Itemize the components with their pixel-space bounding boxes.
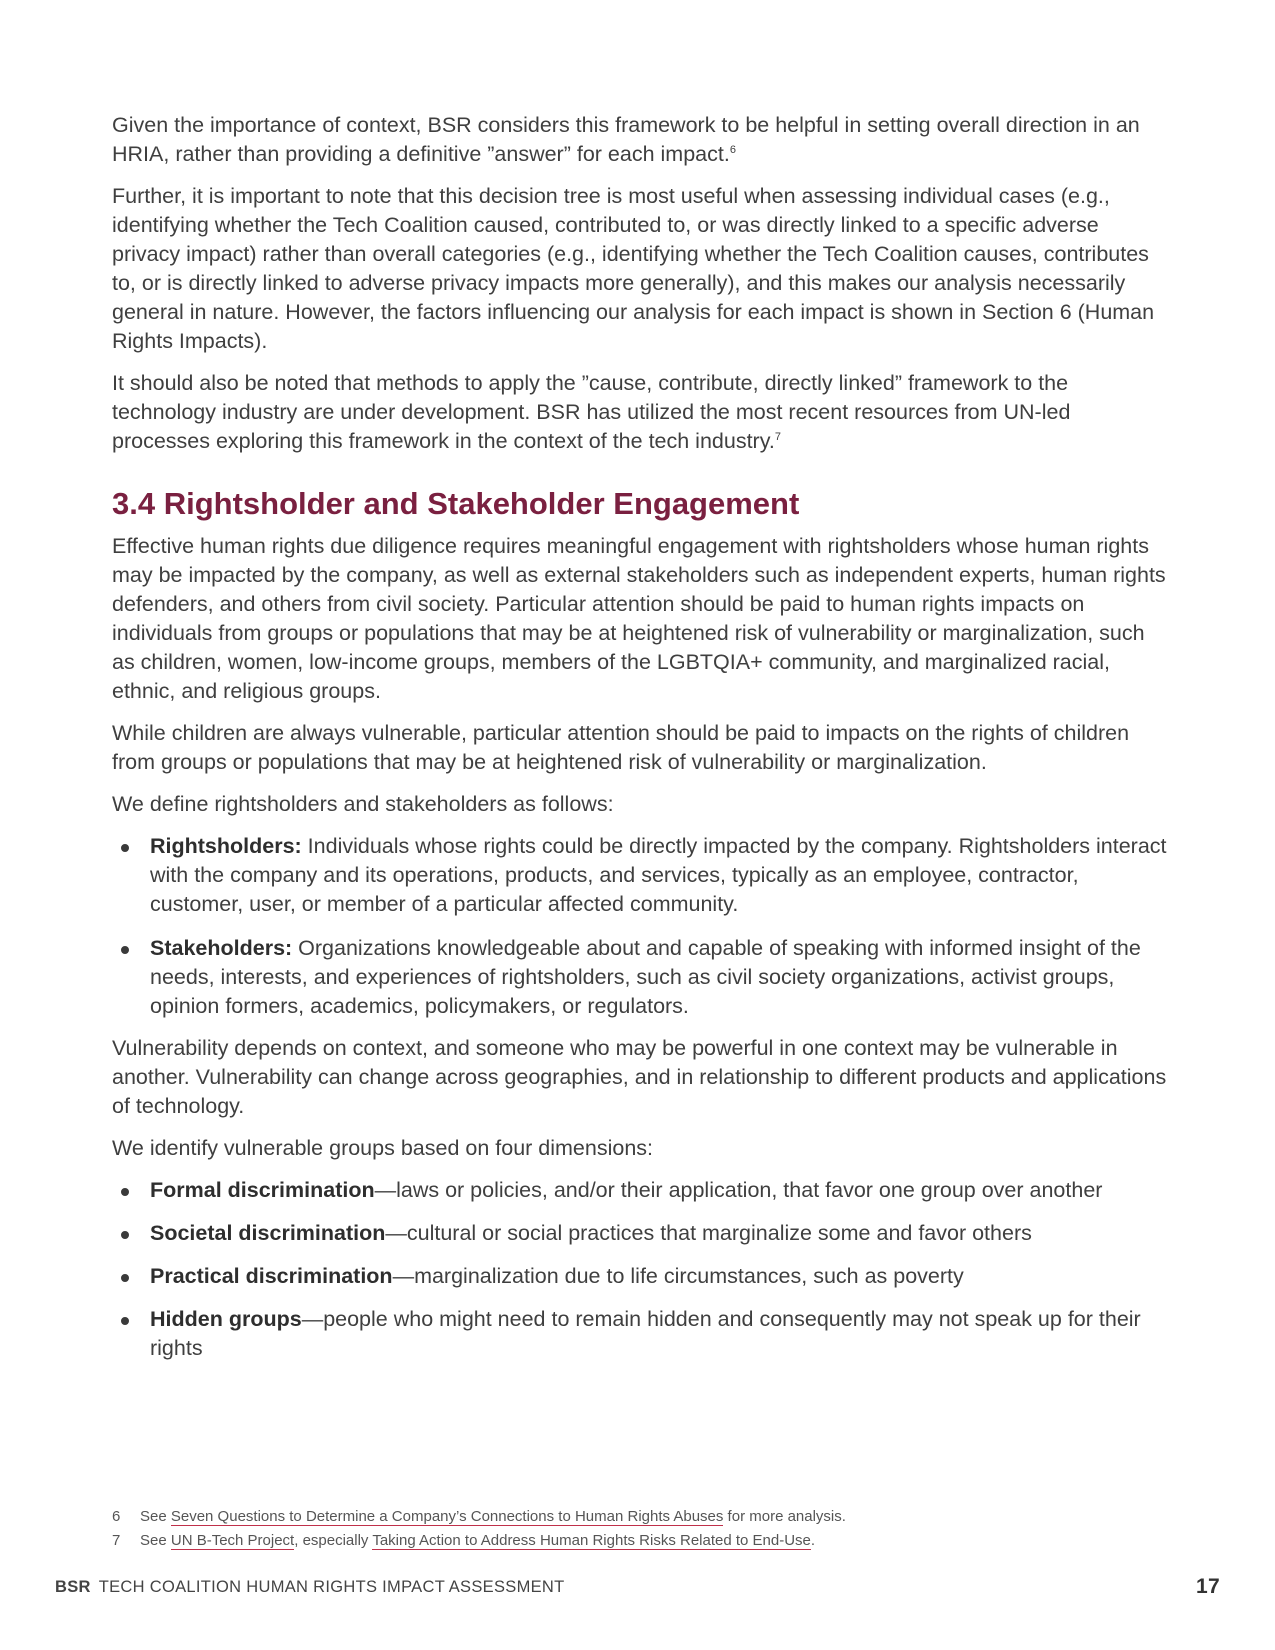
dimension-text: —laws or policies, and/or their application, that favor one group over another bbox=[374, 1178, 1103, 1202]
footnote-text: . bbox=[810, 1532, 816, 1549]
dimension-text: —cultural or social practices that marginalize some and favor others bbox=[385, 1221, 1032, 1245]
paragraph: Effective human rights due diligence requires meaningful engagement with rightsholders whose human rights may be impacted by the company, as well as external stakeholders such as independent experts, human rights defenders, and others from civil society. Particular attention should be paid to human rights impacts on individuals from groups or populations that may be at heightened risk of vulnerability or marginalization, such as children, women, low-income groups, members of the LGBTQIA+ community, and marginalized racial, ethnic, and religious groups. bbox=[112, 534, 1166, 703]
term: Rightsholders: bbox=[150, 834, 302, 858]
footnote-link[interactable]: Taking Action to Address Human Rights Risks Related to End-Use bbox=[372, 1532, 811, 1549]
list-item bbox=[112, 1262, 1172, 1291]
document-title: TECH COALITION HUMAN RIGHTS IMPACT ASSESSMENT bbox=[98, 1578, 565, 1596]
footnote-number: 6 bbox=[112, 1508, 121, 1525]
paragraph-text: Further, it is important to note that this decision tree is most useful when assessing individual cases (e.g., identifying whether the Tech Coalition caused, contributed to, or was directly linked to a specific adverse privacy impact) rather than overall categories (e.g., identifying whether the Tech Coalition causes, contributes to, or is directly linked to adverse privacy impacts more generally), and this makes our analysis necessarily general in nature. However, the factors influencing our analysis for each impact is shown in Section 6 (Human Rights Impacts). bbox=[112, 184, 1155, 353]
bullet-icon bbox=[121, 1274, 129, 1282]
bullet-icon bbox=[121, 1231, 129, 1239]
footnote-ref[interactable]: 7 bbox=[774, 430, 781, 443]
bullet-icon bbox=[121, 946, 129, 954]
term: Practical discrimination bbox=[150, 1264, 393, 1288]
paragraph bbox=[112, 369, 1172, 456]
paragraph: Vulnerability depends on context, and someone who may be powerful in one context may be vulnerable in another. Vulnerability can change across geographies, and in relationship to different products and applications of technology. bbox=[112, 1036, 1167, 1118]
dimensions-list bbox=[112, 1176, 1172, 1363]
list-item bbox=[112, 832, 1172, 919]
list-item bbox=[112, 1305, 1172, 1363]
list-item bbox=[112, 1219, 1172, 1248]
page-footer bbox=[55, 1575, 1220, 1602]
footnote-text: for more analysis. bbox=[723, 1508, 846, 1525]
footnote-link[interactable]: Seven Questions to Determine a Company’s Connections to Human Rights Abuses bbox=[170, 1508, 724, 1525]
bullet-icon bbox=[121, 1317, 129, 1325]
paragraph-text: It should also be noted that methods to apply the ”cause, contribute, directly linked” framework to the technology industry are under development. BSR has utilized the most recent resources from UN-led processes exploring this framework in the context of the tech industry. bbox=[112, 371, 1071, 453]
main-content bbox=[112, 111, 1172, 1377]
definitions-list bbox=[112, 832, 1172, 1021]
paragraph: We identify vulnerable groups based on four dimensions: bbox=[112, 1136, 654, 1160]
definition-text: Individuals whose rights could be directly impacted by the company. Rightsholders interact with the company and its operations, products, and services, typically as an employee, contractor, customer, user, or member of a particular affected community. bbox=[150, 834, 1167, 916]
footnote-link[interactable]: UN B-Tech Project bbox=[170, 1532, 295, 1549]
footnote-text: , especially bbox=[294, 1532, 373, 1549]
footnotes bbox=[112, 1505, 1172, 1553]
term: Societal discrimination bbox=[150, 1221, 386, 1245]
term: Hidden groups bbox=[150, 1307, 302, 1331]
brand-logo: BSR bbox=[55, 1578, 91, 1596]
section-heading: 3.4 Rightsholder and Stakeholder Engagement bbox=[112, 486, 800, 521]
term: Formal discrimination bbox=[150, 1178, 375, 1202]
paragraph bbox=[112, 182, 1172, 356]
footnote bbox=[112, 1505, 1172, 1529]
paragraph bbox=[112, 111, 1172, 169]
bullet-icon bbox=[121, 1188, 129, 1196]
footnote-text: See bbox=[140, 1532, 171, 1549]
list-item bbox=[112, 934, 1172, 1021]
dimension-text: —marginalization due to life circumstances, such as poverty bbox=[392, 1264, 964, 1288]
dimension-text: —people who might need to remain hidden and consequently may not speak up for their rights bbox=[150, 1307, 1141, 1360]
footnote bbox=[112, 1529, 1172, 1553]
footnote-text: See bbox=[140, 1508, 171, 1525]
paragraph: We define rightsholders and stakeholders as follows: bbox=[112, 792, 614, 816]
list-item bbox=[112, 1176, 1172, 1205]
paragraph: While children are always vulnerable, particular attention should be paid to impacts on the rights of children from groups or populations that may be at heightened risk of vulnerability or marginalization. bbox=[112, 721, 1130, 774]
footnote-ref[interactable]: 6 bbox=[729, 143, 736, 156]
page-number: 17 bbox=[1196, 1575, 1220, 1598]
term: Stakeholders: bbox=[150, 936, 293, 960]
footnote-number: 7 bbox=[112, 1532, 121, 1549]
bullet-icon bbox=[121, 844, 129, 852]
definition-text: Organizations knowledgeable about and capable of speaking with informed insight of the needs, interests, and experiences of rightsholders, such as civil society organizations, activist groups, opinion formers, academics, policymakers, or regulators. bbox=[150, 936, 1141, 1018]
paragraph-text: Given the importance of context, BSR considers this framework to be helpful in setting overall direction in an HRIA, rather than providing a definitive ”answer” for each impact. bbox=[112, 113, 1140, 166]
